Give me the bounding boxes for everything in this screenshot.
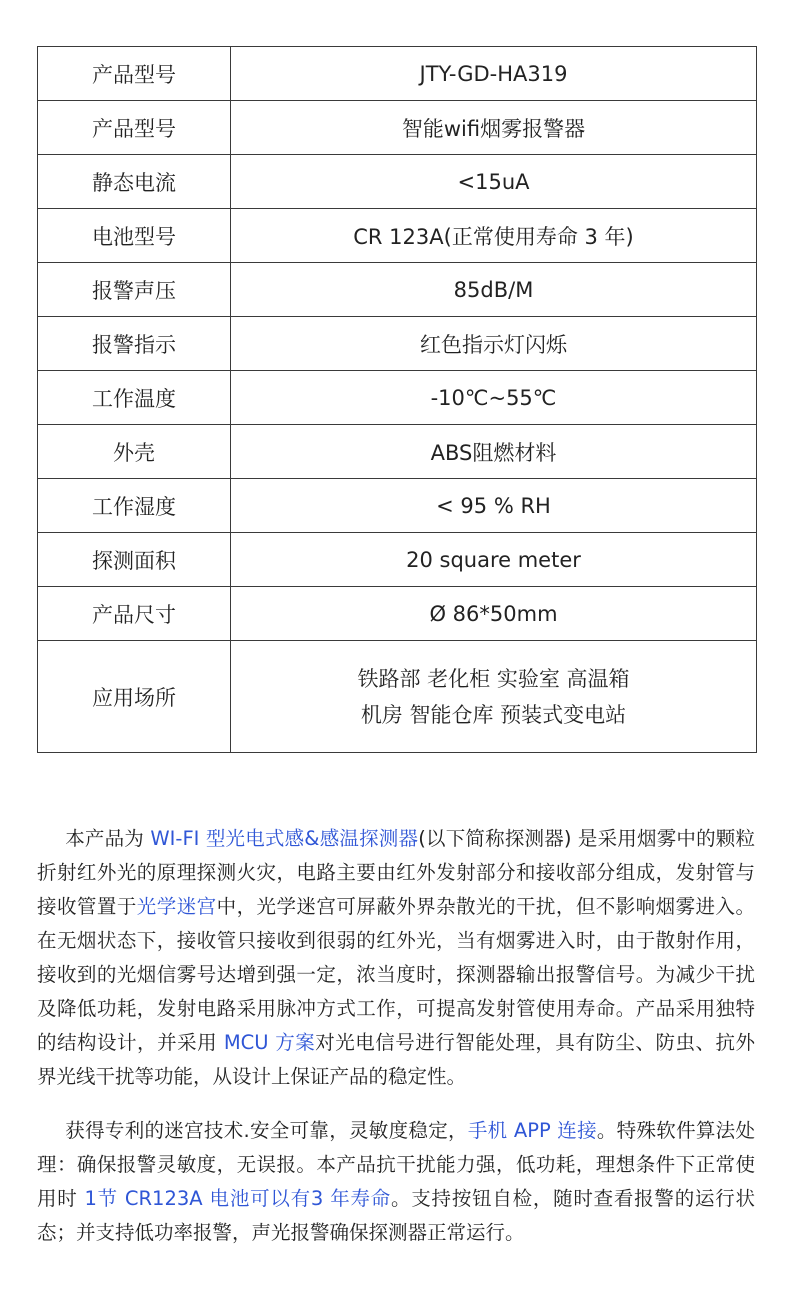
table-row bbox=[38, 47, 757, 101]
spec-label: 探测面积 bbox=[38, 533, 231, 587]
application-line-1: 铁路部 老化柜 实验室 高温箱 bbox=[357, 666, 630, 691]
spec-label: 报警声压 bbox=[38, 263, 231, 317]
table-row bbox=[38, 587, 757, 641]
table-row bbox=[38, 209, 757, 263]
table-row bbox=[38, 425, 757, 479]
spec-label: 电池型号 bbox=[38, 209, 231, 263]
spec-value: 智能wifi烟雾报警器 bbox=[231, 101, 757, 155]
spec-value: 红色指示灯闪烁 bbox=[231, 317, 757, 371]
paragraph-text: 。支持按钮自检，随时查看报警的运行状态；并支持低功率报警，声光报警确保探测器正常运行。 bbox=[37, 1187, 755, 1244]
spec-label: 产品尺寸 bbox=[38, 587, 231, 641]
spec-value: JTY-GD-HA319 bbox=[231, 47, 757, 101]
spec-value: -10℃~55℃ bbox=[231, 371, 757, 425]
spec-label: 工作温度 bbox=[38, 371, 231, 425]
paragraph-text: 中，光学迷宫可屏蔽外界杂散光的干扰，但不影响烟雾进入。在无烟状态下，接收管只接收到很弱的红外光，当有烟雾进入时，由于散射作用，接收到的光烟信雾号达增到强一定，浓当度时，探测器输出报警信号。为减少干扰及降低功耗，发射电路采用脉冲方式工作，可提高发射管使用寿命。产品采用独特的结构设计，并采用 bbox=[37, 895, 755, 1054]
spec-label: 产品型号 bbox=[38, 101, 231, 155]
table-row bbox=[38, 479, 757, 533]
spec-label: 产品型号 bbox=[38, 47, 231, 101]
paragraph-text: 获得专利的迷宫技术.安全可靠，灵敏度稳定， bbox=[65, 1119, 468, 1142]
table-row bbox=[38, 371, 757, 425]
highlight-text: 1节 CR123A 电池可以有3 年寿命 bbox=[84, 1187, 392, 1210]
highlight-text: 手机 APP 连接 bbox=[467, 1119, 597, 1142]
table-row bbox=[38, 263, 757, 317]
highlight-text: MCU 方案 bbox=[223, 1031, 316, 1054]
spec-label: 外壳 bbox=[38, 425, 231, 479]
spec-value: Ø 86*50mm bbox=[231, 587, 757, 641]
feature-paragraph bbox=[37, 1114, 755, 1250]
spec-value: <15uA bbox=[231, 155, 757, 209]
spec-value: CR 123A(正常使用寿命 3 年) bbox=[231, 209, 757, 263]
paragraph-text: 本产品为 bbox=[65, 827, 151, 850]
table-row bbox=[38, 101, 757, 155]
table-row bbox=[38, 155, 757, 209]
highlight-text: WI-FI 型光电式感&感温探测器 bbox=[150, 827, 419, 850]
application-line-2: 机房 智能仓库 预装式变电站 bbox=[360, 702, 627, 727]
table-row bbox=[38, 317, 757, 371]
spec-table bbox=[37, 46, 757, 753]
paragraph-text: (以下简称探测器) 是采用烟雾中的颗粒折射红外光的原理探测火灾，电路主要由红外发射部分和接收部分组成，发射管与接收管置于 bbox=[37, 827, 755, 918]
spec-label: 静态电流 bbox=[38, 155, 231, 209]
spec-value: 20 square meter bbox=[231, 533, 757, 587]
highlight-text: 光学迷宫 bbox=[136, 895, 217, 918]
paragraph-text: 。特殊软件算法处理：确保报警灵敏度，无误报。本产品抗干扰能力强，低功耗，理想条件下正常使用时 bbox=[37, 1119, 755, 1210]
spec-value: 85dB/M bbox=[231, 263, 757, 317]
table-row bbox=[38, 533, 757, 587]
spec-value: ABS阻燃材料 bbox=[231, 425, 757, 479]
paragraph-text: 对光电信号进行智能处理，具有防尘、防虫、抗外界光线干扰等功能，从设计上保证产品的稳定性。 bbox=[37, 1031, 755, 1088]
table-row bbox=[38, 641, 757, 753]
spec-label: 应用场所 bbox=[38, 641, 231, 753]
spec-value bbox=[231, 641, 757, 753]
spec-value: < 95 % RH bbox=[231, 479, 757, 533]
description-paragraph bbox=[37, 822, 755, 1094]
spec-label: 工作湿度 bbox=[38, 479, 231, 533]
spec-label: 报警指示 bbox=[38, 317, 231, 371]
